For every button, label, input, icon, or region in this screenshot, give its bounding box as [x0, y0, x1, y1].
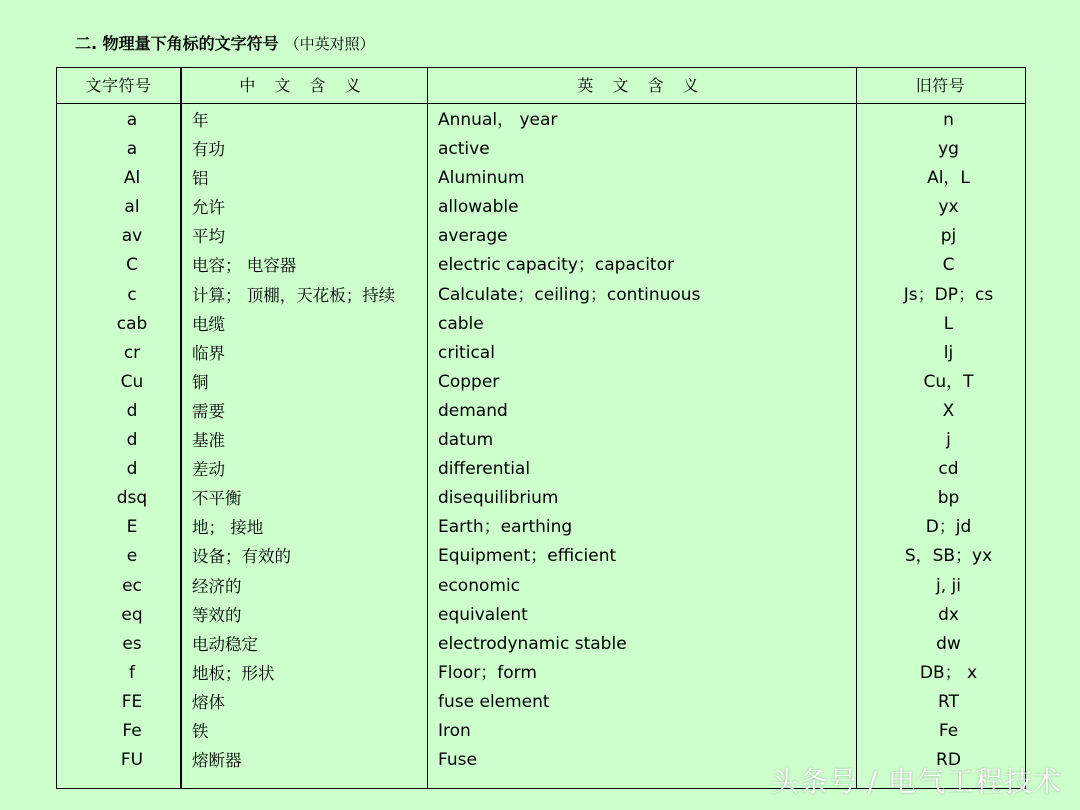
table-row — [57, 572, 1025, 601]
header-symbol: 文字符号 — [85, 76, 152, 95]
table-row — [57, 484, 1025, 513]
page-heading — [75, 31, 375, 54]
table-row — [57, 601, 1025, 630]
cell-symbol: cr — [123, 342, 141, 363]
cell-old-symbol: L — [943, 313, 954, 334]
cell-english: Calculate；ceiling；continuous — [438, 284, 701, 305]
cell-old-symbol: X — [942, 400, 955, 421]
cell-symbol: C — [126, 255, 138, 276]
table-row — [57, 310, 1025, 339]
section-title: 二. 物理量下角标的文字符号 — [75, 34, 279, 53]
cell-chinese: 电缆 — [192, 314, 225, 334]
table-row — [57, 630, 1025, 659]
cell-symbol: Fe — [122, 720, 142, 741]
cell-chinese: 熔体 — [192, 692, 225, 712]
header-chinese: 中 文 含 义 — [239, 76, 368, 95]
table-row — [57, 193, 1025, 222]
cell-symbol: a — [126, 139, 138, 160]
table-row — [57, 106, 1025, 135]
cell-symbol: E — [126, 517, 138, 538]
header-english: 英 文 含 义 — [577, 76, 706, 95]
cell-symbol: Cu — [120, 371, 144, 392]
cell-english: critical — [438, 342, 495, 363]
cell-chinese: 设备；有效的 — [192, 547, 291, 567]
cell-symbol: cab — [116, 313, 148, 334]
table-row — [57, 426, 1025, 455]
cell-english: Earth；earthing — [438, 517, 573, 538]
cell-english: differential — [438, 459, 531, 480]
table-row — [57, 455, 1025, 484]
cell-chinese: 需要 — [192, 401, 225, 421]
cell-symbol: c — [127, 284, 137, 305]
cell-old-symbol: RD — [936, 750, 961, 771]
cell-old-symbol: yg — [938, 139, 959, 160]
cell-english: Floor；form — [438, 662, 537, 683]
cell-symbol: es — [122, 633, 142, 654]
cell-english: allowable — [438, 197, 519, 218]
cell-english: Aluminum — [438, 168, 525, 189]
table-row — [57, 281, 1025, 310]
cell-old-symbol: j, ji — [936, 575, 961, 596]
cell-chinese: 铜 — [192, 372, 209, 392]
cell-english: Annual， year — [438, 110, 558, 130]
cell-english: datum — [438, 430, 494, 451]
cell-old-symbol: yx — [938, 197, 959, 218]
cell-symbol: dsq — [116, 488, 148, 509]
cell-old-symbol: bp — [937, 488, 960, 509]
cell-english: electrodynamic stable — [438, 633, 627, 654]
cell-chinese: 有功 — [192, 140, 225, 160]
cell-english: Fuse — [438, 750, 477, 771]
cell-symbol: f — [129, 662, 135, 683]
cell-chinese: 地； 接地 — [192, 518, 264, 538]
section-subtitle: （中英对照） — [284, 35, 375, 53]
cell-symbol: e — [126, 546, 138, 567]
cell-english: average — [438, 226, 508, 247]
cell-chinese: 基准 — [192, 431, 225, 451]
cell-old-symbol: n — [943, 110, 954, 130]
table-row — [57, 222, 1025, 251]
table-row — [57, 717, 1025, 746]
cell-chinese: 年 — [192, 111, 209, 130]
cell-chinese: 经济的 — [192, 576, 242, 596]
cell-english: active — [438, 139, 490, 160]
cell-symbol: a — [126, 110, 138, 130]
cell-english: fuse element — [438, 691, 550, 712]
watermark: 头条号 / 电气工程技术 — [770, 765, 1062, 798]
table-row — [57, 251, 1025, 280]
cell-english: economic — [438, 575, 521, 596]
cell-english: electric capacity；capacitor — [438, 255, 674, 276]
cell-english: cable — [438, 313, 484, 334]
cell-old-symbol: pj — [940, 226, 957, 247]
cell-chinese: 地板；形状 — [192, 663, 275, 683]
cell-chinese: 允许 — [192, 198, 225, 218]
table-row — [57, 513, 1025, 542]
cell-symbol: Al — [123, 168, 141, 189]
cell-chinese: 等效的 — [192, 605, 242, 625]
header-divider — [57, 103, 1025, 104]
cell-english: equivalent — [438, 604, 528, 625]
cell-old-symbol: C — [942, 255, 955, 276]
cell-old-symbol: j — [946, 430, 951, 451]
cell-chinese: 电动稳定 — [192, 634, 258, 654]
cell-old-symbol: dw — [936, 633, 961, 654]
cell-symbol: ec — [122, 575, 142, 596]
cell-english: Copper — [438, 371, 500, 392]
table-row — [57, 659, 1025, 688]
cell-english: Iron — [438, 720, 471, 741]
cell-old-symbol: Fe — [938, 720, 959, 741]
cell-old-symbol: Cu，T — [923, 371, 974, 392]
cell-old-symbol: cd — [938, 459, 959, 480]
table-row — [57, 135, 1025, 164]
cell-symbol: FU — [120, 750, 144, 771]
cell-symbol: d — [126, 459, 138, 480]
table-row — [57, 688, 1025, 717]
cell-old-symbol: Al，L — [927, 168, 970, 189]
cell-symbol: av — [121, 226, 143, 247]
cell-old-symbol: Js；DP；cs — [903, 284, 994, 305]
cell-chinese: 计算； 顶棚，天花板；持续 — [192, 285, 396, 305]
cell-chinese: 差动 — [192, 460, 225, 480]
cell-symbol: d — [126, 400, 138, 421]
cell-old-symbol: DB； x — [919, 662, 978, 683]
cell-symbol: d — [126, 430, 138, 451]
table-row — [57, 397, 1025, 426]
table-row — [57, 164, 1025, 193]
cell-old-symbol: S，SB；yx — [904, 546, 993, 567]
cell-english: Equipment；efficient — [438, 546, 617, 567]
cell-chinese: 平均 — [192, 227, 225, 247]
cell-old-symbol: lj — [943, 342, 954, 363]
cell-english: demand — [438, 400, 508, 421]
cell-symbol: eq — [121, 604, 143, 625]
table-row — [57, 368, 1025, 397]
cell-symbol: al — [124, 197, 140, 218]
cell-chinese: 铁 — [192, 721, 209, 741]
cell-chinese: 临界 — [192, 343, 225, 363]
cell-chinese: 铝 — [192, 169, 209, 189]
cell-old-symbol: D；jd — [925, 517, 972, 538]
cell-old-symbol: dx — [938, 604, 959, 625]
cell-english: disequilibrium — [438, 488, 559, 509]
header-old-symbol: 旧符号 — [915, 76, 966, 95]
table-row — [57, 542, 1025, 571]
table-body — [57, 106, 1025, 775]
cell-chinese: 电容； 电容器 — [192, 256, 297, 276]
table-row — [57, 339, 1025, 368]
cell-symbol: FE — [121, 691, 143, 712]
symbol-table — [56, 67, 1026, 789]
cell-chinese: 熔断器 — [192, 751, 242, 771]
cell-chinese: 不平衡 — [192, 489, 242, 509]
cell-old-symbol: RT — [938, 691, 959, 712]
